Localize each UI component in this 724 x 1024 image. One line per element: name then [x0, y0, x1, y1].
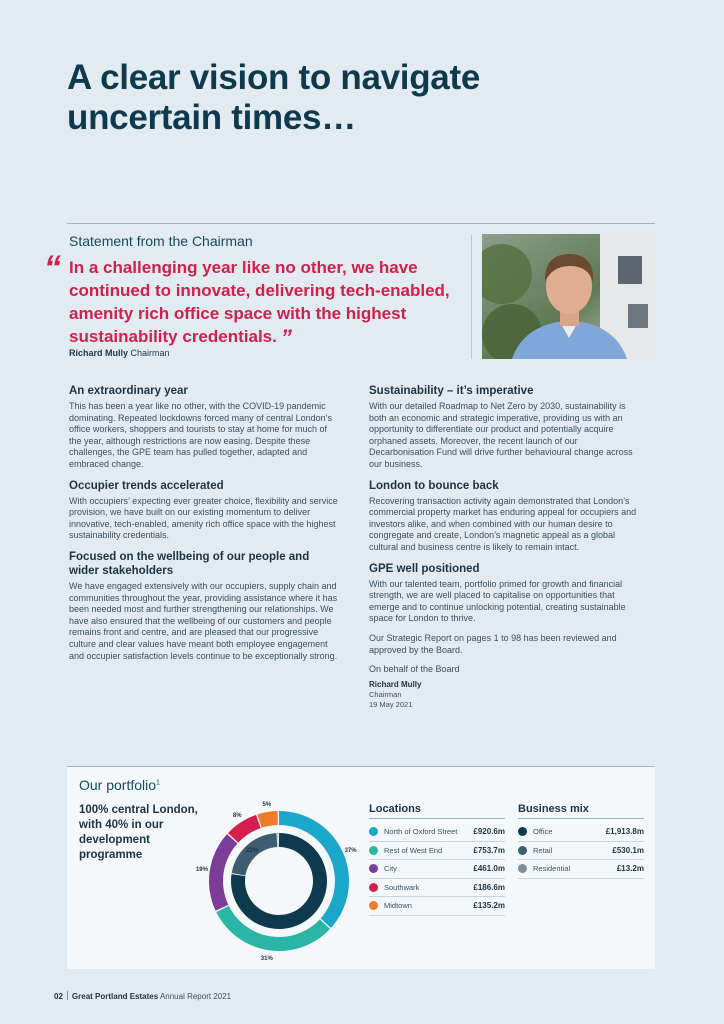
outer-pct-label-2: 19%: [195, 866, 208, 873]
location-label: North of Oxford Street: [384, 827, 458, 837]
business-label: Office: [533, 827, 553, 837]
portfolio-panel: [67, 766, 655, 969]
business-value: £1,913.8m: [605, 827, 644, 837]
portfolio-title: [79, 777, 160, 793]
inner-pct-label-1: 22%: [245, 848, 259, 855]
legend-swatch: [518, 864, 527, 873]
on-behalf: On behalf of the Board: [369, 664, 460, 675]
location-label: Rest of West End: [384, 845, 443, 855]
quote-author: [69, 348, 170, 358]
location-value: £461.0m: [473, 864, 505, 874]
outer-pct-label-0: 37%: [344, 848, 357, 855]
page-footer: [54, 991, 231, 1001]
outer-slice-4: [257, 811, 278, 828]
location-value: £920.6m: [473, 827, 505, 837]
business-row: [518, 823, 644, 842]
location-row: [369, 897, 505, 916]
signature-name: Richard Mully: [369, 679, 422, 689]
quote-close-mark: ”: [280, 325, 292, 350]
signature-date: 19 May 2021: [369, 699, 413, 709]
location-row: [369, 823, 505, 842]
chairman-quote: [69, 256, 464, 348]
location-value: £135.2m: [473, 901, 505, 911]
business-value: £13.2m: [616, 864, 644, 874]
location-label: Midtown: [384, 901, 412, 911]
outer-pct-label-3: 8%: [232, 813, 242, 820]
signature-role: Chairman: [369, 689, 402, 699]
right-column: [369, 384, 641, 710]
section-body: This has been a year like no other, with the COVID-19 pandemic dominating. Repeated lockdowns forced many of central London’s office workers, shoppers and tourists to stay at home for much of the year, although restrictions are now easing. Despite these challenges, the GPE team has pulled together, adapted and embraced change.: [69, 401, 332, 469]
quote-text: In a challenging year like no other, we have continued to innovate, delivering tech-enabled, amenity rich office space with the highest sustainability credentials.: [69, 258, 450, 346]
footer-doc: Annual Report 2021: [159, 992, 232, 1001]
legend-swatch: [369, 827, 378, 836]
vertical-divider: [471, 235, 472, 359]
portfolio-description: 100% central London, with 40% in our development programme: [79, 804, 198, 861]
business-label: Retail: [533, 845, 553, 855]
location-value: £753.7m: [473, 845, 505, 855]
section-heading: Sustainability – it’s imperative: [369, 385, 534, 397]
left-column: [69, 384, 341, 670]
statement-heading: Statement from the Chairman: [69, 233, 253, 249]
section-body: With our detailed Roadmap to Net Zero by 2030, sustainability is both an economic and strategic imperative, providing us with an opportunity to differentiate our product and potentially acquire orphaned assets. Moreover, the recent launch of our Decarbonisation Fund will drive further behavioural change across our business.: [369, 401, 633, 469]
business-mix-heading: Business mix: [518, 803, 644, 819]
legend-swatch: [369, 901, 378, 910]
section-heading: GPE well positioned: [369, 562, 480, 575]
outer-pct-label-4: 5%: [262, 801, 272, 808]
location-row: [369, 842, 505, 861]
author-role: Chairman: [130, 348, 170, 358]
portfolio-donut-chart: [191, 793, 367, 969]
quote-open-mark: “: [44, 249, 61, 287]
portfolio-footnote-mark: 1: [156, 779, 160, 787]
inner-slice-2: [277, 833, 278, 847]
legend-swatch: [369, 864, 378, 873]
location-value: £186.6m: [473, 882, 505, 892]
page-number: 02: [54, 992, 63, 1001]
location-row: [369, 860, 505, 879]
section-heading: An extraordinary year: [69, 385, 188, 397]
section-body: Recovering transaction activity again demonstrated that London’s commercial property market has enduring appeal for occupiers and investors alike, and when combined with our human desire to congregate and create, London’s magnetic appeal as a global cultural and business centre is likely to remain intact.: [369, 495, 637, 552]
legend-swatch: [518, 827, 527, 836]
locations-heading: Locations: [369, 803, 505, 819]
signature-block: [369, 680, 641, 710]
outer-pct-label-1: 31%: [260, 956, 273, 963]
section-body: With our talented team, portfolio primed for growth and financial strength, we are well placed to capitalise on opportunities that emerge and to continue unlocking potential, creating sustainable space for London to thrive.: [369, 578, 626, 624]
legend-swatch: [369, 846, 378, 855]
section-heading: Occupier trends accelerated: [69, 479, 224, 492]
report-note: Our Strategic Report on pages 1 to 98 has been reviewed and approved by the Board.: [369, 632, 617, 655]
outer-ring-locations: [209, 811, 349, 951]
locations-table: [369, 803, 505, 916]
page-title: A clear vision to navigate uncertain times…: [67, 58, 480, 137]
footer-separator: [67, 991, 68, 1000]
business-value: £530.1m: [612, 845, 644, 855]
location-label: Southwark: [384, 882, 420, 892]
legend-swatch: [518, 846, 527, 855]
business-mix-table: [518, 803, 644, 879]
section-heading: Focused on the wellbeing of our people and wider stakeholders: [69, 550, 310, 577]
section-divider: [67, 223, 655, 224]
section-heading: London to bounce back: [369, 479, 499, 492]
location-row: [369, 879, 505, 898]
chairman-photo: [482, 234, 655, 359]
legend-swatch: [369, 883, 378, 892]
location-label: City: [384, 864, 397, 874]
business-row: [518, 860, 644, 879]
section-body: We have engaged extensively with our occupiers, supply chain and communities throughout the year, providing assistance where it has been needed most and further strengthening our relationships. We have also ensured that the wellbeing of our customers and people remains front and centre, and are pleased that our progressive culture and clear values have meant both employee engagement and occupier satisfaction levels continue to be exceptionally strong.: [69, 580, 338, 661]
footer-brand: Great Portland Estates: [71, 992, 159, 1001]
section-body: With occupiers’ expecting ever greater choice, flexibility and service provision, we have built on our existing momentum to deliver innovative, tech-enabled, amenity rich office space with the highest sustainability credentials.: [69, 495, 338, 541]
inner-pct-label-0: 78%: [299, 910, 312, 917]
portfolio-title-text: Our portfolio: [79, 777, 157, 793]
business-row: [518, 842, 644, 861]
author-name: Richard Mully: [69, 348, 129, 358]
business-label: Residential: [533, 864, 571, 874]
